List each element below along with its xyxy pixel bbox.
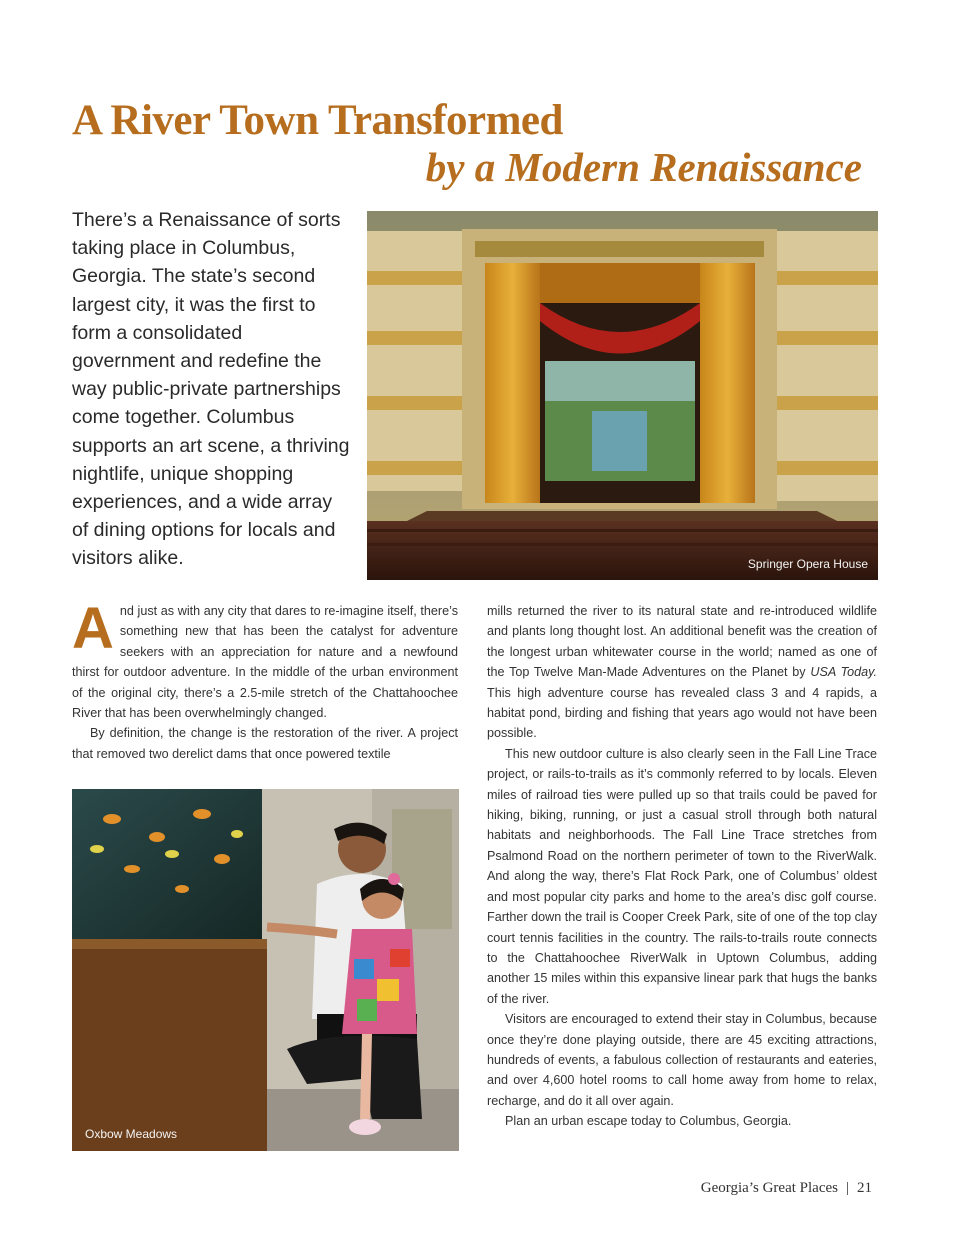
article-paragraph-3 <box>487 601 877 744</box>
aquarium-illustration <box>72 789 459 1151</box>
oxbow-photo-caption: Oxbow Meadows <box>85 1127 178 1141</box>
page-footer <box>701 1180 872 1197</box>
opera-photo-caption: Springer Opera House <box>747 557 868 571</box>
article-paragraph-6: Plan an urban escape today to Columbus, Georgia. <box>505 1114 792 1129</box>
usa-today-title: USA Today. <box>810 665 877 680</box>
title-line-1: A River Town Transformed <box>72 97 563 144</box>
drop-cap: A <box>72 596 114 661</box>
intro-paragraph: There’s a Renaissance of sorts taking place in Columbus, Georgia. The state’s second largest city, it was the first to form a consolidated government and redefine the way public-private partnerships come together. Columbus supports an art scene, a thriving nightlife, unique shopping experiences, and a wide array of dining options for locals and visitors alike. <box>72 209 350 570</box>
article-paragraph-3a: mills returned the river to its natural state and re-introduced wildlife and plants long thought lost. An additional benefit was the creation of the longest urban whitewater course in the world; named as one of the Top Twelve Man-Made Adventures on the Planet by <box>487 604 877 680</box>
page-number: 21 <box>857 1180 872 1196</box>
article-paragraph-2: By definition, the change is the restoration of the river. A project that removed two derelict dams that once powered textile <box>72 726 458 761</box>
title-line-2: by a Modern Renaissance <box>425 144 862 190</box>
article-column-2 <box>487 601 877 1132</box>
publication-name: Georgia’s Great Places <box>700 1180 838 1196</box>
footer-separator: | <box>845 1180 849 1196</box>
article-paragraph-1 <box>72 596 458 723</box>
springer-opera-house-photo <box>367 211 878 580</box>
article-paragraph-3b: This high adventure course has revealed class 3 and 4 rapids, a habitat pond, birding and fishing that years ago would not have been possible. <box>487 685 877 741</box>
article-paragraph-5: Visitors are encouraged to extend their stay in Columbus, because once they’re done playing outside, there are 45 exciting attractions, hundreds of events, a fabulous collection of restaurants and eateries, and over 4,600 hotel rooms to call home away from home to relax, recharge, and do it all over again. <box>487 1012 877 1108</box>
article-paragraph-4: This new outdoor culture is also clearly seen in the Fall Line Trace project, or rails-to-trails as it’s commonly referred to by locals. Eleven miles of railroad ties were pulled up so that trails could be paved for hiking, biking, running, or just a casual stroll through both natural habitats and neighborhoods. The Fall Line Trace stretches from Psalmond Road on the northern perimeter of town to the RiverWalk. And along the way, there’s Flat Rock Park, one of Columbus’ oldest and most popular city parks and home to the area’s disc golf course. Farther down the trail is Cooper Creek Park, site of one of the top clay court tennis facilities in the country. The rails-to-trails route connects to the Chattahoochee RiverWalk in Uptown Columbus, adding another 15 miles within this expansive linear park that hugs the banks of the river. <box>487 746 877 1006</box>
article-column-1 <box>72 596 458 764</box>
opera-house-illustration <box>367 211 878 580</box>
article-paragraph-1-text: nd just as with any city that dares to re-imagine itself, there’s something new that has been the catalyst for adventure seekers with an appreciation for nature and a newfound thirst for outdoor adventure. In the middle of the urban environment of the original city, there’s a 2.5-mile stretch of the Chattahoochee River that has been overwhelmingly changed. <box>72 604 458 721</box>
oxbow-meadows-photo <box>72 789 459 1151</box>
